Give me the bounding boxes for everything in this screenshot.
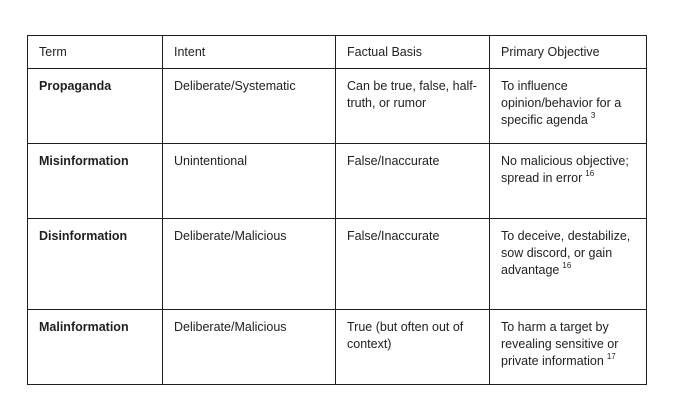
citation-superscript: 16 bbox=[585, 168, 595, 178]
objective-text: No malicious objective; spread in error bbox=[501, 154, 629, 185]
objective-cell bbox=[490, 69, 647, 144]
objective-cell bbox=[490, 144, 647, 219]
term-cell: Malinformation bbox=[28, 310, 163, 385]
objective-text: To harm a target by revealing sensitive or private information bbox=[501, 320, 619, 368]
objective-text: To influence opinion/behavior for a specific agenda bbox=[501, 79, 622, 127]
intent-cell: Deliberate/Malicious bbox=[163, 219, 336, 310]
objective-cell bbox=[490, 219, 647, 310]
table-row bbox=[28, 310, 647, 385]
citation-superscript: 16 bbox=[562, 260, 572, 270]
intent-cell: Deliberate/Systematic bbox=[163, 69, 336, 144]
intent-cell: Deliberate/Malicious bbox=[163, 310, 336, 385]
term-cell: Misinformation bbox=[28, 144, 163, 219]
column-header-factual-basis: Factual Basis bbox=[336, 36, 490, 69]
term-cell: Propaganda bbox=[28, 69, 163, 144]
definitions-table bbox=[27, 35, 647, 385]
table-row bbox=[28, 144, 647, 219]
factual-basis-cell: False/Inaccurate bbox=[336, 144, 490, 219]
term-cell: Disinformation bbox=[28, 219, 163, 310]
column-header-intent: Intent bbox=[163, 36, 336, 69]
intent-cell: Unintentional bbox=[163, 144, 336, 219]
table-row bbox=[28, 219, 647, 310]
objective-text: To deceive, destabilize, sow discord, or gain advantage bbox=[501, 229, 631, 277]
objective-cell bbox=[490, 310, 647, 385]
table-header-row bbox=[28, 36, 647, 69]
factual-basis-cell: Can be true, false, half-truth, or rumor bbox=[336, 69, 490, 144]
column-header-primary-objective: Primary Objective bbox=[490, 36, 647, 69]
citation-superscript: 17 bbox=[606, 351, 616, 361]
definitions-table-container bbox=[27, 35, 646, 385]
citation-superscript: 3 bbox=[590, 110, 596, 120]
factual-basis-cell: True (but often out of context) bbox=[336, 310, 490, 385]
table-row bbox=[28, 69, 647, 144]
factual-basis-cell: False/Inaccurate bbox=[336, 219, 490, 310]
column-header-term: Term bbox=[28, 36, 163, 69]
